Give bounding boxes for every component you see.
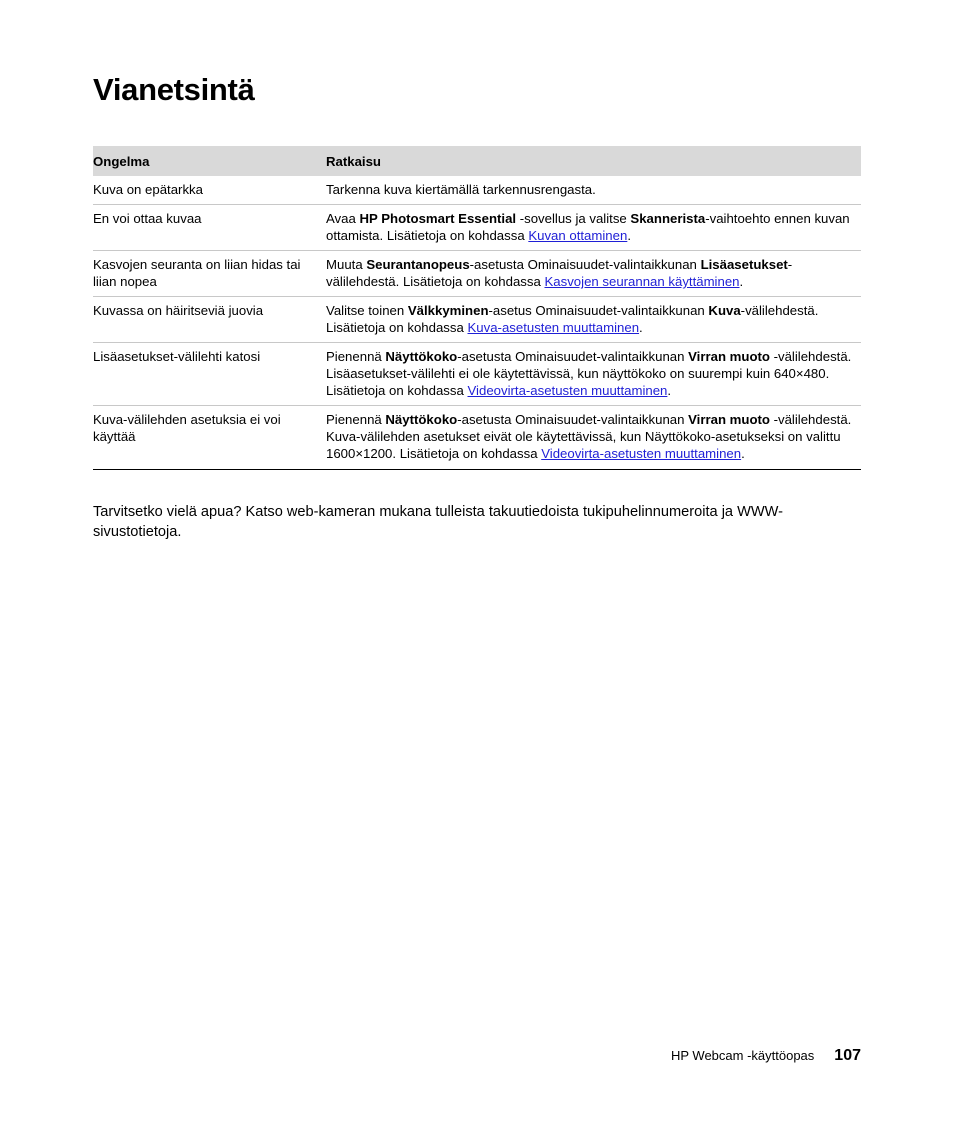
- setting-name: Virran muoto: [688, 412, 770, 427]
- page-number: 107: [834, 1047, 861, 1064]
- setting-name: Näyttökoko: [385, 349, 458, 364]
- table-row: [93, 205, 861, 251]
- solution-text: -välilehdestä. Lisätietoja on kohdassa: [326, 303, 819, 335]
- column-header-problem: Ongelma: [93, 146, 326, 176]
- setting-name: Skannerista: [630, 211, 706, 226]
- footer-doc-title: HP Webcam -käyttöopas: [670, 1048, 815, 1063]
- column-header-solution: Ratkaisu: [326, 146, 861, 176]
- table-row: [93, 343, 861, 406]
- solution-text: .: [627, 228, 631, 243]
- table-row: [93, 176, 861, 205]
- table-header-row: [93, 146, 861, 176]
- solution-text: Valitse toinen: [326, 303, 408, 318]
- solution-text: Pienennä: [326, 412, 386, 427]
- cross-reference-link[interactable]: Videovirta-asetusten muuttaminen: [467, 383, 668, 398]
- problem-cell: Kuvassa on häiritseviä juovia: [93, 297, 326, 343]
- solution-text: .: [741, 446, 745, 461]
- solution-text: .: [639, 320, 643, 335]
- table-row: [93, 406, 861, 470]
- setting-name: Virran muoto: [688, 349, 770, 364]
- cross-reference-link[interactable]: Kuvan ottaminen: [528, 228, 628, 243]
- page-title: Vianetsintä: [93, 72, 255, 107]
- solution-text: Tarkenna kuva kiertämällä tarkennusrengasta.: [326, 182, 596, 197]
- solution-text: -välilehdestä. Lisätietoja on kohdassa: [326, 257, 793, 289]
- setting-name: Kuva: [708, 303, 741, 318]
- help-paragraph: Tarvitsetko vielä apua? Katso web-kameran mukana tulleista takuutiedoista tukipuhelinnumeroita ja WWW-sivustotietoja.: [93, 504, 784, 540]
- solution-text: Avaa: [326, 211, 360, 226]
- solution-text: -välilehdestä. Lisäasetukset-välilehti ei ole käytettävissä, kun näyttökoko on suurempi kuin 640×480. Lisätietoja on kohdassa: [326, 349, 852, 398]
- cross-reference-link[interactable]: Kasvojen seurannan käyttäminen: [544, 274, 740, 289]
- solution-text: -asetusta Ominaisuudet-valintaikkunan: [457, 412, 689, 427]
- problem-cell: En voi ottaa kuvaa: [93, 205, 326, 251]
- solution-text: -asetusta Ominaisuudet-valintaikkunan: [457, 349, 689, 364]
- solution-cell: [326, 251, 861, 297]
- solution-cell: [326, 176, 861, 205]
- setting-name: Seurantanopeus: [366, 257, 470, 272]
- setting-name: Lisäasetukset: [700, 257, 788, 272]
- setting-name: Näyttökoko: [385, 412, 458, 427]
- solution-cell: [326, 343, 861, 406]
- solution-text: .: [667, 383, 672, 398]
- setting-name: Välkkyminen: [407, 303, 489, 318]
- table-row: [93, 251, 861, 297]
- page-footer: [671, 1047, 861, 1065]
- table-row: [93, 297, 861, 343]
- problem-cell: Lisäasetukset-välilehti katosi: [93, 343, 326, 406]
- solution-text: -asetus Ominaisuudet-valintaikkunan: [488, 303, 709, 318]
- cross-reference-link[interactable]: Kuva-asetusten muuttaminen: [467, 320, 640, 335]
- solution-text: -välilehdestä. Kuva-välilehden asetukset eivät ole käytettävissä, kun Näyttökoko-asetukseksi on valittu 1600×1200. Lisätietoja on kohdassa: [326, 412, 852, 461]
- solution-text: -sovellus ja valitse: [516, 211, 631, 226]
- table-body: [93, 176, 861, 470]
- solution-text: Muuta: [326, 257, 367, 272]
- setting-name: HP Photosmart Essential: [359, 211, 517, 226]
- solution-cell: [326, 205, 861, 251]
- solution-cell: [326, 297, 861, 343]
- solution-cell: [326, 406, 861, 470]
- solution-text: Pienennä: [326, 349, 386, 364]
- solution-text: .: [739, 274, 744, 289]
- problem-cell: Kuva on epätarkka: [93, 182, 203, 197]
- cross-reference-link[interactable]: Videovirta-asetusten muuttaminen: [541, 446, 742, 461]
- problem-cell: Kasvojen seuranta on liian hidas tai liian nopea: [93, 251, 326, 297]
- problem-cell: Kuva-välilehden asetuksia ei voi käyttää: [93, 406, 326, 470]
- troubleshooting-table: [93, 146, 861, 470]
- solution-text: -vaihtoehto ennen kuvan ottamista. Lisätietoja on kohdassa: [326, 211, 850, 243]
- solution-text: -asetusta Ominaisuudet-valintaikkunan: [469, 257, 701, 272]
